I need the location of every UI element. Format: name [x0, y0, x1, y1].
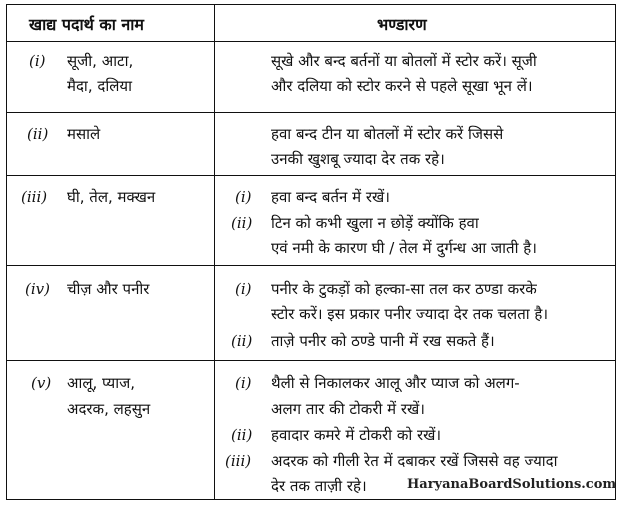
food-name-line: सूजी, आटा,	[67, 52, 134, 70]
storage-line: स्टोर करें। इस प्रकार पनीर ज्यादा देर तक चलता है।	[271, 305, 549, 323]
header-storage: भण्डारण	[377, 15, 427, 34]
site-watermark: HaryanaBoardSolutions.com	[407, 477, 617, 492]
storage-table	[6, 4, 616, 500]
row-divider	[7, 175, 615, 176]
sub-item-number: (i)	[235, 188, 252, 206]
storage-line: टिन को कभी खुला न छोड़ें क्योंकि हवा	[271, 214, 479, 232]
food-name-line: घी, तेल, मक्खन	[67, 188, 156, 206]
row-number: (iii)	[21, 188, 48, 206]
table-header	[7, 5, 615, 42]
storage-line: और दलिया को स्टोर करने से पहले सूखा भून लें।	[271, 77, 533, 95]
sub-item-number: (ii)	[231, 426, 253, 444]
storage-line: सूखे और बन्द बर्तनों या बोतलों में स्टोर करें। सूजी	[271, 52, 537, 70]
food-name-line: मसाले	[67, 125, 101, 143]
storage-line: देर तक ताज़ी रहे।	[271, 477, 367, 495]
food-name-line: मैदा, दलिया	[67, 77, 132, 95]
storage-line: उनकी खुशबू ज्यादा देर तक रहे।	[271, 150, 445, 168]
row-number: (v)	[31, 374, 52, 392]
food-name-line: आलू, प्याज,	[67, 374, 136, 392]
food-name-line: चीज़ और पनीर	[67, 280, 150, 298]
column-divider	[214, 5, 215, 499]
storage-line: हवा बन्द बर्तन में रखें।	[271, 188, 390, 206]
storage-line: अलग तार की टोकरी में रखें।	[271, 400, 425, 418]
row-number: (i)	[29, 52, 46, 70]
row-divider	[7, 265, 615, 266]
sub-item-number: (i)	[235, 280, 252, 298]
storage-line: पनीर के टुकड़ों को हल्का-सा तल कर ठण्डा करके	[271, 280, 537, 298]
storage-line: एवं नमी के कारण घी / तेल में दुर्गन्ध आ जाती है।	[271, 239, 537, 257]
food-name-line: अदरक, लहसुन	[67, 400, 151, 418]
storage-line: थैली से निकालकर आलू और प्याज को अलग-	[271, 374, 520, 392]
storage-line: हवादार कमरे में टोकरी को रखें।	[271, 426, 442, 444]
sub-item-number: (i)	[235, 374, 252, 392]
row-divider	[7, 360, 615, 361]
row-number: (iv)	[25, 280, 50, 298]
header-food-name: खाद्य पदार्थ का नाम	[29, 15, 144, 34]
storage-line: अदरक को गीली रेत में दबाकर रखें जिससे वह ज्यादा	[271, 452, 558, 470]
sub-item-number: (ii)	[231, 332, 253, 350]
row-divider	[7, 112, 615, 113]
storage-line: हवा बन्द टीन या बोतलों में स्टोर करें जिससे	[271, 125, 504, 143]
row-number: (ii)	[27, 125, 49, 143]
sub-item-number: (iii)	[225, 452, 252, 470]
sub-item-number: (ii)	[231, 214, 253, 232]
storage-line: ताज़े पनीर को ठण्डे पानी में रख सकते हैं।	[271, 332, 495, 350]
